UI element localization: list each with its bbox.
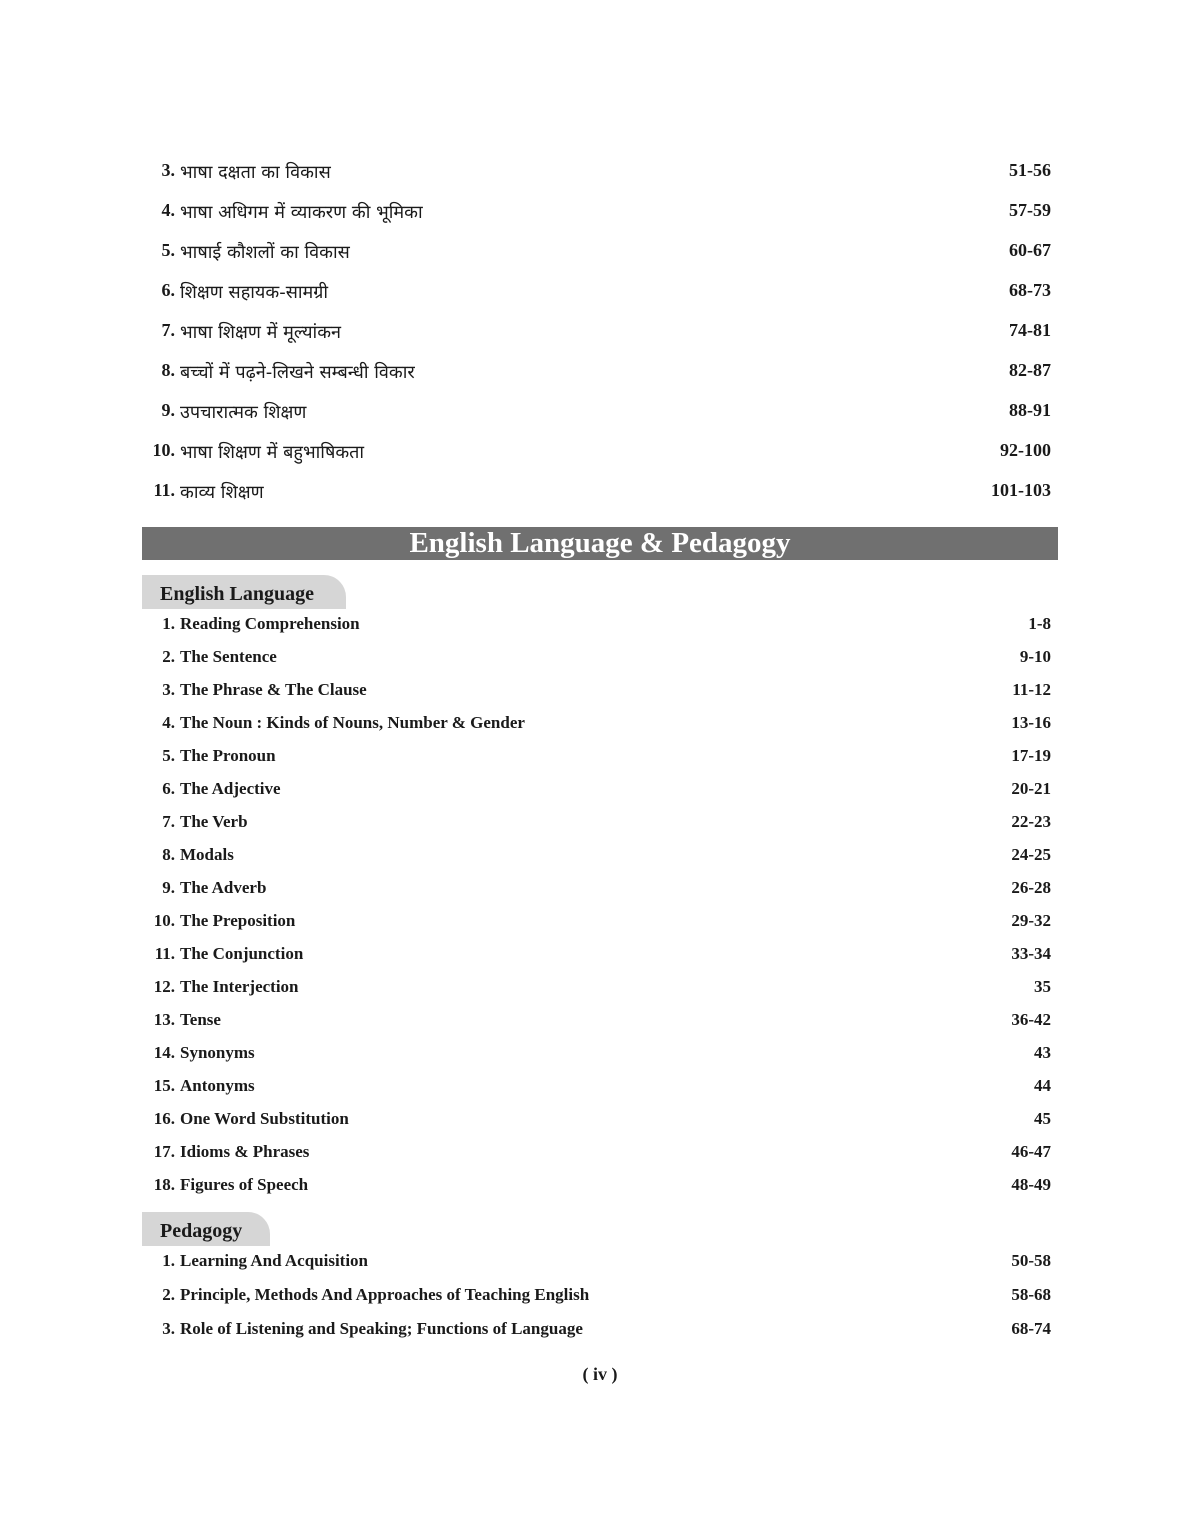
item-title: भाषा शिक्षण में मूल्यांकन — [180, 322, 342, 343]
item-number: 3. — [162, 1319, 175, 1338]
item-title: The Noun : Kinds of Nouns, Number & Gender — [180, 713, 525, 732]
item-title: Role of Listening and Speaking; Functions of Language — [180, 1319, 583, 1338]
item-title: The Adverb — [180, 878, 267, 897]
item-pages: 82-87 — [1009, 360, 1051, 380]
pedagogy-heading: Pedagogy — [142, 1212, 270, 1246]
item-title: काव्य शिक्षण — [180, 482, 264, 503]
item-number: 18. — [153, 1175, 175, 1194]
item-title: The Interjection — [180, 977, 299, 996]
item-pages: 24-25 — [1011, 845, 1051, 864]
item-number: 16. — [153, 1109, 175, 1128]
item-title: शिक्षण सहायक-सामग्री — [180, 282, 329, 303]
item-pages: 68-74 — [1011, 1319, 1051, 1338]
item-number: 7. — [162, 812, 175, 831]
item-number: 1. — [162, 1251, 175, 1270]
item-title: बच्चों में पढ़ने-लिखने सम्बन्धी विकार — [180, 362, 415, 383]
item-pages: 101-103 — [991, 480, 1051, 500]
item-number: 11. — [153, 480, 175, 500]
item-number: 10. — [153, 911, 175, 930]
item-pages: 92-100 — [1000, 440, 1051, 460]
item-title: The Sentence — [180, 647, 277, 666]
item-number: 2. — [162, 647, 175, 666]
item-number: 9. — [162, 878, 175, 897]
item-title: भाषा शिक्षण में बहुभाषिकता — [180, 442, 365, 463]
item-title: The Adjective — [180, 779, 281, 798]
item-title: Learning And Acquisition — [180, 1251, 369, 1270]
item-number: 6. — [161, 280, 175, 300]
item-pages: 58-68 — [1011, 1285, 1051, 1304]
item-pages: 36-42 — [1011, 1010, 1051, 1029]
item-pages: 29-32 — [1011, 911, 1051, 930]
item-number: 8. — [161, 360, 175, 380]
item-title: Antonyms — [180, 1076, 255, 1095]
item-number: 13. — [153, 1010, 175, 1029]
page-number: ( iv ) — [582, 1364, 618, 1384]
item-number: 3. — [161, 160, 175, 180]
item-title: One Word Substitution — [180, 1109, 349, 1128]
item-title: उपचारात्मक शिक्षण — [180, 402, 307, 423]
item-number: 6. — [162, 779, 175, 798]
item-number: 12. — [153, 977, 175, 996]
item-title: Principle, Methods And Approaches of Teaching English — [180, 1285, 590, 1304]
item-title: Modals — [180, 845, 234, 864]
item-title: The Pronoun — [180, 746, 276, 765]
item-number: 5. — [161, 240, 175, 260]
item-number: 9. — [161, 400, 175, 420]
item-pages: 45 — [1034, 1109, 1051, 1128]
item-title: भाषा दक्षता का विकास — [180, 162, 331, 183]
item-pages: 57-59 — [1009, 200, 1051, 220]
item-number: 11. — [154, 944, 175, 963]
item-pages: 48-49 — [1011, 1175, 1051, 1194]
item-pages: 20-21 — [1011, 779, 1051, 798]
item-title: भाषा अधिगम में व्याकरण की भूमिका — [180, 202, 423, 223]
item-pages: 51-56 — [1009, 160, 1051, 180]
item-pages: 13-16 — [1011, 713, 1051, 732]
item-title: Reading Comprehension — [180, 614, 360, 633]
item-number: 15. — [153, 1076, 175, 1095]
item-number: 3. — [162, 680, 175, 699]
item-number: 4. — [161, 200, 175, 220]
item-pages: 9-10 — [1019, 647, 1051, 666]
english-language-heading: English Language — [142, 575, 346, 609]
item-title: The Phrase & The Clause — [180, 680, 367, 699]
item-title: The Verb — [180, 812, 248, 831]
item-title: The Conjunction — [180, 944, 304, 963]
item-pages: 88-91 — [1009, 400, 1051, 420]
item-pages: 1-8 — [1028, 614, 1051, 633]
item-pages: 11-12 — [1012, 680, 1051, 699]
item-title: Idioms & Phrases — [180, 1142, 310, 1161]
item-pages: 17-19 — [1011, 746, 1051, 765]
item-number: 1. — [162, 614, 175, 633]
item-pages: 43 — [1034, 1043, 1051, 1062]
item-number: 7. — [161, 320, 175, 340]
section-banner: English Language & Pedagogy — [142, 527, 1058, 560]
item-number: 10. — [152, 440, 175, 460]
item-title: The Preposition — [180, 911, 296, 930]
item-number: 14. — [153, 1043, 175, 1062]
item-number: 8. — [162, 845, 175, 864]
item-number: 17. — [153, 1142, 175, 1161]
item-pages: 60-67 — [1009, 240, 1051, 260]
item-title: Tense — [180, 1010, 221, 1029]
item-number: 5. — [162, 746, 175, 765]
item-number: 4. — [162, 713, 175, 732]
item-pages: 74-81 — [1009, 320, 1051, 340]
item-number: 2. — [162, 1285, 175, 1304]
item-title: भाषाई कौशलों का विकास — [180, 242, 350, 263]
item-pages: 22-23 — [1011, 812, 1051, 831]
item-pages: 26-28 — [1011, 878, 1051, 897]
item-title: Synonyms — [180, 1043, 255, 1062]
item-pages: 50-58 — [1011, 1251, 1051, 1270]
item-pages: 68-73 — [1009, 280, 1051, 300]
item-pages: 35 — [1034, 977, 1051, 996]
item-pages: 33-34 — [1011, 944, 1051, 963]
item-title: Figures of Speech — [180, 1175, 309, 1194]
item-pages: 44 — [1034, 1076, 1051, 1095]
item-pages: 46-47 — [1011, 1142, 1051, 1161]
